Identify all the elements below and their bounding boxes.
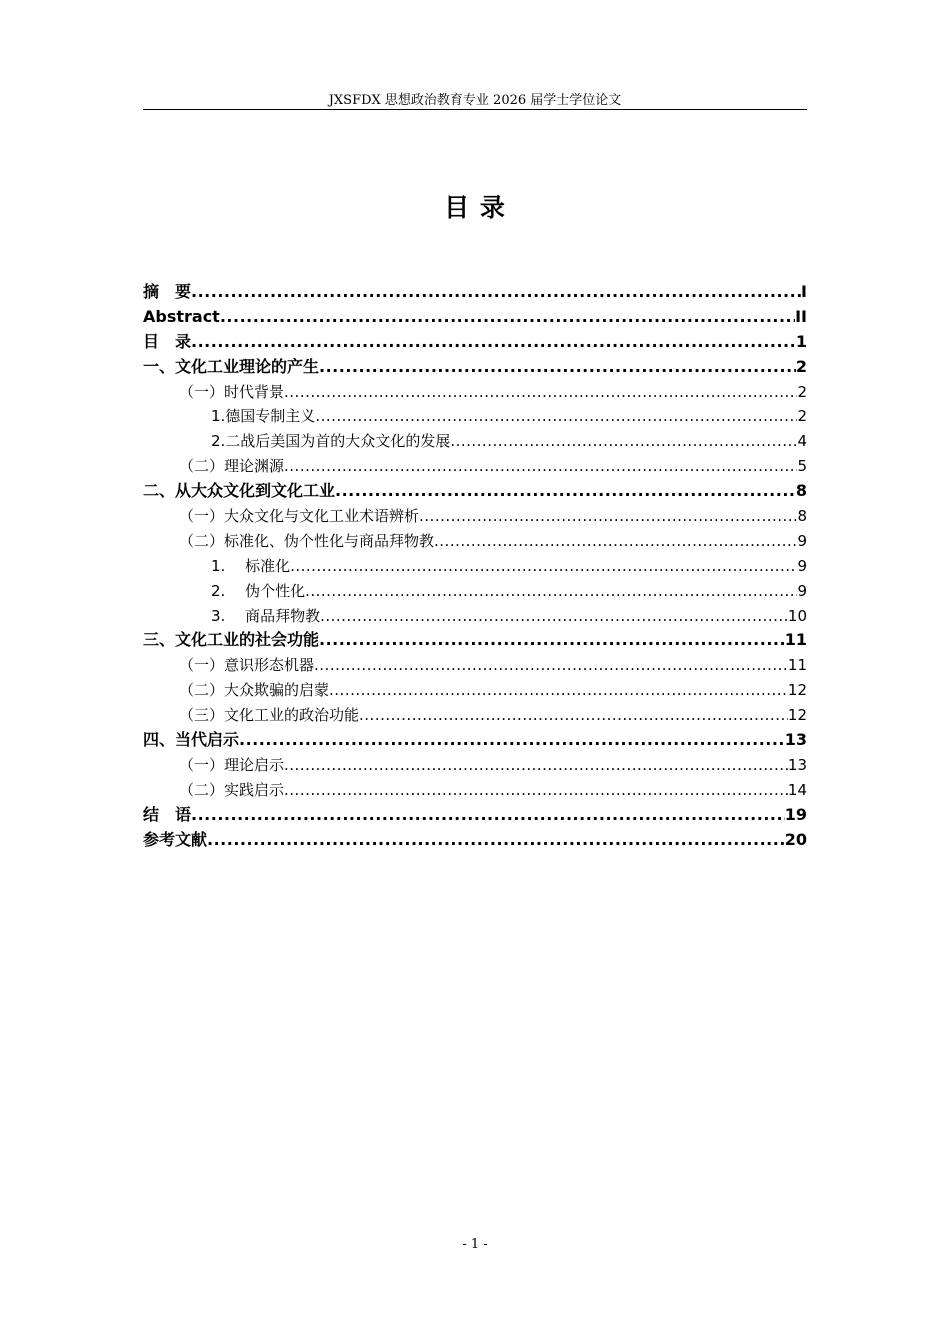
table-of-contents xyxy=(143,280,807,852)
toc-leader-dots xyxy=(450,429,797,454)
toc-entry-page: 9 xyxy=(797,581,807,600)
toc-entry[interactable] xyxy=(143,355,807,380)
toc-entry[interactable] xyxy=(143,604,807,629)
toc-entry-label: 目 录 xyxy=(143,331,192,351)
toc-entry[interactable] xyxy=(143,280,807,305)
toc-entry[interactable] xyxy=(143,703,807,728)
toc-leader-dots xyxy=(314,653,788,678)
toc-leader-dots xyxy=(284,380,797,405)
toc-entry[interactable] xyxy=(143,305,807,330)
toc-entry-page: 1 xyxy=(795,331,807,351)
toc-leader-dots xyxy=(284,778,788,803)
toc-entry-page: 11 xyxy=(784,630,807,650)
toc-leader-dots xyxy=(319,628,785,653)
toc-entry-label: 1. 标准化 xyxy=(211,556,291,575)
toc-leader-dots xyxy=(335,479,796,504)
toc-entry[interactable] xyxy=(143,753,807,778)
toc-leader-dots xyxy=(191,280,801,305)
toc-entry[interactable] xyxy=(143,404,807,429)
toc-entry-page: 13 xyxy=(787,755,807,774)
toc-entry[interactable] xyxy=(143,653,807,678)
toc-entry[interactable] xyxy=(143,529,807,554)
toc-entry[interactable] xyxy=(143,330,807,355)
toc-entry-page: 12 xyxy=(787,681,807,700)
toc-entry-page: 20 xyxy=(784,829,807,849)
toc-entry-page: II xyxy=(795,306,807,326)
toc-entry-page: 13 xyxy=(784,730,807,750)
toc-entry[interactable] xyxy=(143,728,807,753)
toc-leader-dots xyxy=(191,803,785,828)
page-number: - 1 - xyxy=(462,1237,488,1252)
toc-leader-dots xyxy=(419,504,797,529)
toc-entry[interactable] xyxy=(143,380,807,405)
toc-leader-dots xyxy=(329,678,788,703)
toc-entry-label: 结 语 xyxy=(143,804,192,824)
toc-entry-label: （二）理论渊源 xyxy=(179,457,285,476)
toc-leader-dots xyxy=(359,703,788,728)
toc-entry[interactable] xyxy=(143,429,807,454)
toc-entry[interactable] xyxy=(143,828,807,853)
toc-entry-label: 2.二战后美国为首的大众文化的发展 xyxy=(211,432,451,451)
toc-entry-label: （一）意识形态机器 xyxy=(179,656,315,675)
toc-entry[interactable] xyxy=(143,454,807,479)
toc-leader-dots xyxy=(239,728,785,753)
toc-leader-dots xyxy=(305,579,797,604)
toc-leader-dots xyxy=(315,404,797,429)
toc-entry-label: （一）理论启示 xyxy=(179,755,285,774)
toc-entry[interactable] xyxy=(143,678,807,703)
toc-entry-page: 4 xyxy=(797,432,807,451)
toc-entry-page: 5 xyxy=(797,457,807,476)
toc-entry-page: 8 xyxy=(795,481,807,501)
header-rule xyxy=(143,109,807,110)
toc-entry-label: 摘 要 xyxy=(143,282,192,301)
toc-entry-page: 12 xyxy=(787,706,807,725)
toc-entry-label: Abstract xyxy=(143,306,220,326)
toc-entry[interactable] xyxy=(143,803,807,828)
toc-entry-label: （一）时代背景 xyxy=(179,382,285,401)
toc-leader-dots xyxy=(290,554,797,579)
toc-entry-page: 11 xyxy=(787,656,807,675)
toc-entry-label: 3. 商品拜物教 xyxy=(211,606,321,625)
toc-entry-label: 四、当代启示 xyxy=(143,730,240,750)
toc-entry-page: 8 xyxy=(797,507,807,526)
toc-entry-page: 10 xyxy=(787,606,807,625)
toc-leader-dots xyxy=(320,604,788,629)
toc-leader-dots xyxy=(220,305,795,330)
toc-entry[interactable] xyxy=(143,479,807,504)
toc-leader-dots xyxy=(319,355,796,380)
toc-entry[interactable] xyxy=(143,504,807,529)
toc-entry-page: 2 xyxy=(797,382,807,401)
toc-entry-page: 14 xyxy=(787,780,807,799)
toc-entry-label: （二）实践启示 xyxy=(179,780,285,799)
running-header: JXSFDX 思想政治教育专业 2026 届学士学位论文 xyxy=(328,93,622,108)
toc-entry-label: （二）大众欺骗的启蒙 xyxy=(179,681,330,700)
toc-entry-label: 2. 伪个性化 xyxy=(211,581,306,600)
toc-entry-page: 9 xyxy=(797,531,807,550)
toc-leader-dots xyxy=(207,828,785,853)
toc-entry-label: （一）大众文化与文化工业术语辨析 xyxy=(179,507,420,526)
toc-leader-dots xyxy=(191,330,796,355)
toc-leader-dots xyxy=(284,753,788,778)
toc-entry-page: 9 xyxy=(797,556,807,575)
toc-entry-page: I xyxy=(801,282,807,301)
toc-entry-page: 19 xyxy=(784,804,807,824)
toc-entry-label: 三、文化工业的社会功能 xyxy=(143,630,320,650)
toc-entry-label: 1.德国专制主义 xyxy=(211,407,316,426)
toc-entry-label: 一、文化工业理论的产生 xyxy=(143,356,320,376)
toc-entry-label: 参考文献 xyxy=(143,829,208,849)
toc-entry-page: 2 xyxy=(795,356,807,376)
toc-title: 目 录 xyxy=(444,193,506,222)
toc-entry-page: 2 xyxy=(797,407,807,426)
toc-leader-dots xyxy=(284,454,797,479)
toc-entry-label: 二、从大众文化到文化工业 xyxy=(143,481,336,501)
toc-leader-dots xyxy=(434,529,797,554)
toc-entry[interactable] xyxy=(143,778,807,803)
toc-entry-label: （二）标准化、伪个性化与商品拜物教 xyxy=(179,531,435,550)
toc-entry-label: （三）文化工业的政治功能 xyxy=(179,706,360,725)
toc-entry[interactable] xyxy=(143,628,807,653)
toc-entry[interactable] xyxy=(143,554,807,579)
toc-entry[interactable] xyxy=(143,579,807,604)
